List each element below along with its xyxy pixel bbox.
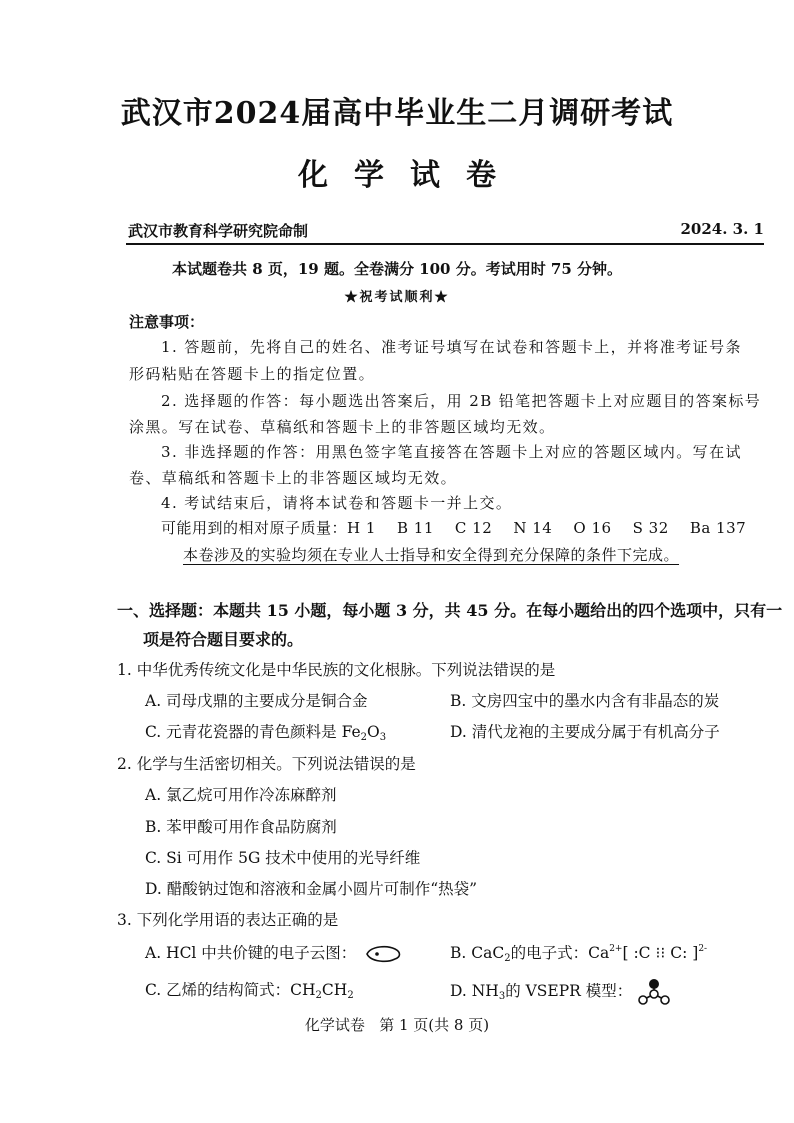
subscript: 2: [347, 990, 354, 1001]
atomic-masses-values: H 1 B 11 C 12 N 14 O 16 S 32 Ba 137: [347, 519, 747, 537]
electron-cloud-icon: [361, 944, 401, 964]
section-heading: 一、选择题：本题共 15 小题，每小题 3 分，共 45 分。在每小题给出的四个选项中，只有一: [117, 601, 783, 620]
q1-option-c: [145, 720, 386, 742]
q1-c-text: C. 元青花瓷器的青色颜料是 Fe: [145, 723, 361, 741]
good-luck-line: ★祝考试顺利★: [344, 290, 450, 305]
subscript: 2: [315, 990, 322, 1001]
notice-line: 形码粘贴在答题卡上的指定位置。: [129, 365, 376, 383]
q3-d-text: D. NH: [450, 982, 499, 1000]
q3-c-text: C. 乙烯的结构简式：CH: [145, 981, 316, 999]
q1-c-text: O: [367, 723, 380, 741]
question-2-stem: 2. 化学与生活密切相关。下列说法错误的是: [117, 755, 416, 773]
exam-intro: 本试题卷共 8 页，19 题。全卷满分 100 分。考试用时 75 分钟。: [171, 260, 623, 278]
q3-option-b: [450, 941, 707, 963]
question-1-stem: 1. 中华优秀传统文化是中华民族的文化根脉。下列说法错误的是: [117, 661, 556, 679]
notice-line: 卷、草稿纸和答题卡上的非答题区域均无效。: [129, 469, 458, 487]
header-divider: [126, 243, 764, 245]
notice-line: 1. 答题前，先将自己的姓名、准考证号填写在试卷和答题卡上，并将准考证号条: [161, 338, 742, 356]
subscript: 2: [360, 732, 368, 743]
atomic-masses: [161, 517, 746, 538]
q2-option-d: D. 醋酸钠过饱和溶液和金属小圆片可制作“热袋”: [145, 880, 478, 898]
q3-option-d: [450, 978, 671, 1006]
q3-option-c: [145, 978, 354, 1000]
safety-notice: 本卷涉及的实验均须在专业人士指导和安全得到充分保障的条件下完成。: [183, 546, 680, 564]
subject-title: 化学试卷: [298, 158, 522, 193]
notice-line: 4. 考试结束后，请将本试卷和答题卡一并上交。: [161, 494, 513, 512]
atomic-masses-label: 可能用到的相对原子质量：: [161, 519, 348, 537]
subscript: 3: [498, 991, 506, 1002]
q1-option-b: B. 文房四宝中的墨水内含有非晶态的炭: [450, 692, 720, 710]
notice-line: 涂黑。写在试卷、草稿纸和答题卡上的非答题区域均无效。: [129, 418, 556, 436]
superscript: 2+: [609, 944, 623, 954]
q1-option-d: D. 清代龙袍的主要成分属于有机高分子: [450, 723, 720, 741]
q3-b-text: 的电子式：Ca: [510, 944, 610, 962]
q3-c-text: CH: [321, 981, 348, 999]
superscript: 2-: [698, 944, 708, 954]
q2-option-b: B. 苯甲酸可用作食品防腐剂: [145, 818, 337, 836]
section-heading-cont: 项是符合题目要求的。: [143, 630, 304, 649]
q3-b-text: B. CaC: [450, 944, 505, 962]
electron-formula: [ :C ⁝⁝ C: ]: [622, 944, 699, 962]
question-3-stem: 3. 下列化学用语的表达正确的是: [117, 911, 339, 929]
exam-date: 2024. 3. 1: [680, 220, 764, 238]
q3-a-text: A. HCl 中共价键的电子云图：: [145, 944, 357, 962]
notice-line: 3. 非选择题的作答：用黑色签字笔直接答在答题卡上对应的答题区域内。写在试: [161, 443, 742, 461]
exam-title: 武汉市2024届高中毕业生二月调研考试: [120, 96, 674, 131]
subscript: 2: [504, 953, 511, 964]
q3-option-a: [145, 941, 401, 964]
q3-d-text: 的 VSEPR 模型：: [505, 982, 633, 1000]
issuer: 武汉市教育科学研究院命制: [128, 222, 309, 240]
q1-option-a: A. 司母戊鼎的主要成分是铜合金: [145, 692, 368, 710]
vsepr-model-icon: [637, 978, 671, 1006]
page-footer: 化学试卷 第 1 页(共 8 页): [304, 1016, 490, 1034]
subscript: 3: [379, 732, 387, 743]
notice-line: 2. 选择题的作答：每小题选出答案后，用 2B 铅笔把答题卡上对应题目的答案标号: [161, 392, 762, 410]
q2-option-c: C. Si 可用作 5G 技术中使用的光导纤维: [145, 849, 421, 867]
q2-option-a: A. 氯乙烷可用作冷冻麻醉剂: [145, 786, 337, 804]
notice-heading: 注意事项：: [129, 313, 205, 331]
